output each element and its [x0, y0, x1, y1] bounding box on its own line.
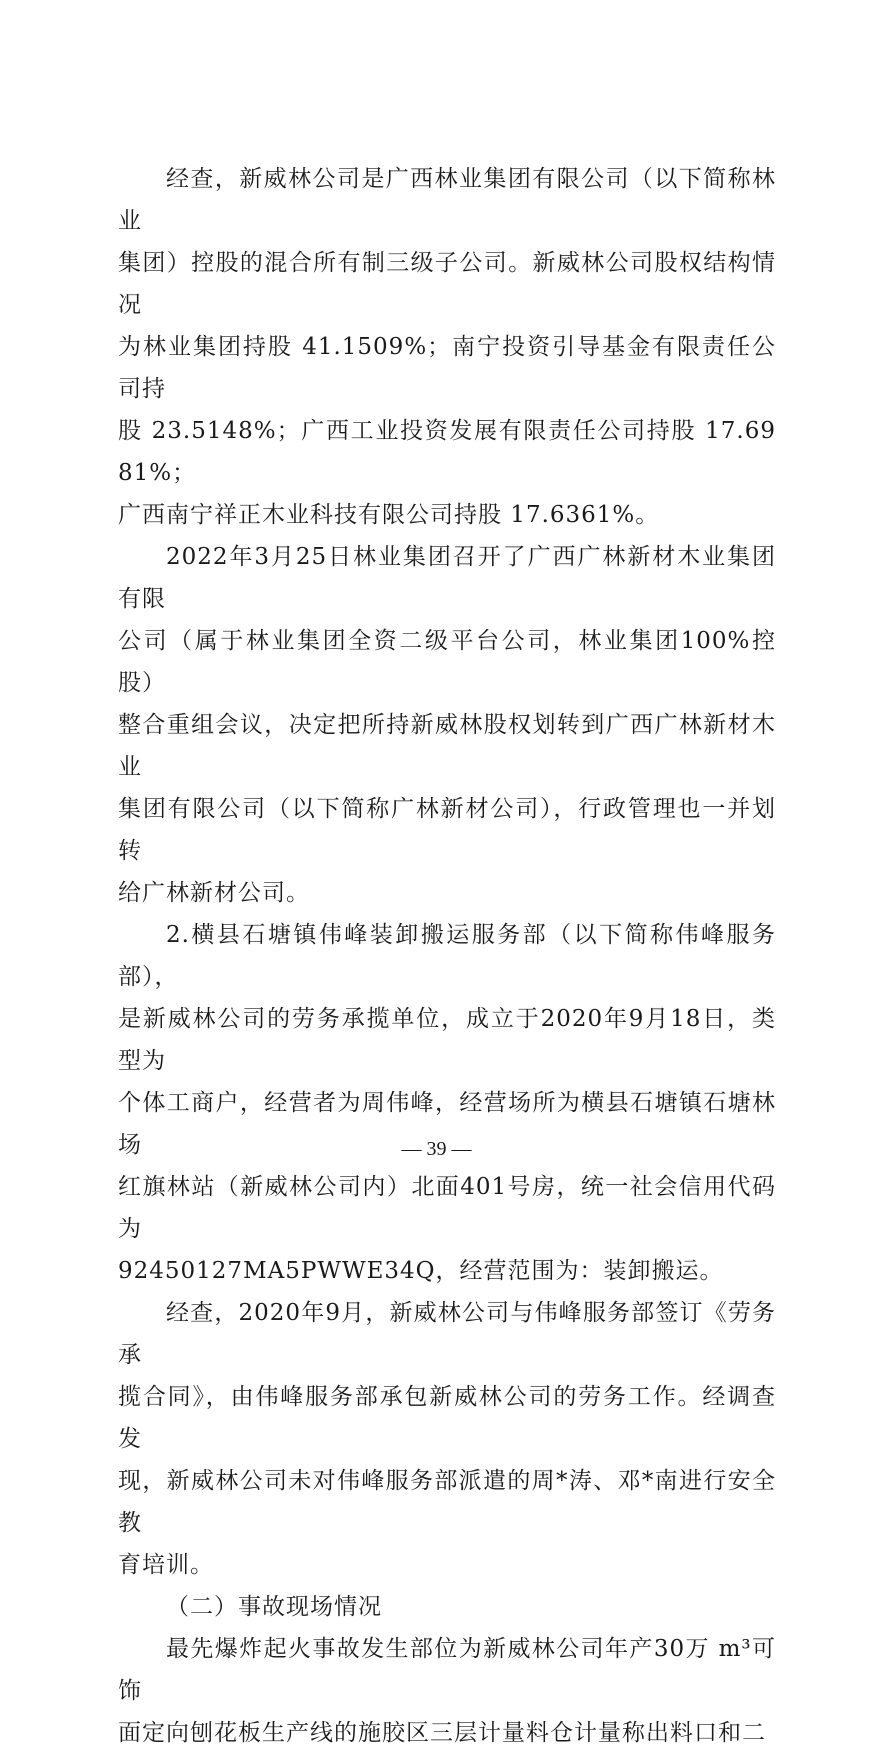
document-body — [118, 158, 776, 1754]
paragraph-accident-site: 最先爆炸起火事故发生部位为新威林公司年产30万 m³可饰 面定向刨花板生产线的施胶区三层计量料仓计量称出料口和二 — [118, 1636, 776, 1746]
paragraph-restructuring: 2022年3月25日林业集团召开了广西广林新材木业集团有限 公司（属于林业集团全资二级平台公司，林业集团100%控股） 整合重组会议，决定把所持新威林股权划转到广西广林新材木业 集团有限公司（以下简称广林新材公司），行政管理也一并划转 给广林新材公司。 — [118, 544, 776, 906]
section-heading: （二）事故现场情况 — [166, 1594, 382, 1620]
paragraph-equity-structure: 经查，新威林公司是广西林业集团有限公司（以下简称林业 集团）控股的混合所有制三级子公司。新威林公司股权结构情况 为林业集团持股 41.1509%；南宁投资引导基金有限责任公司持 股 23.5148%；广西工业投资发展有限责任公司持股 17.6981%； 广西南宁祥正木业科技有限公司持股 17.6361%。 — [118, 166, 776, 528]
paragraph-labor-contract: 经查，2020年9月，新威林公司与伟峰服务部签订《劳务承 揽合同》，由伟峰服务部承包新威林公司的劳务工作。经调查发 现，新威林公司未对伟峰服务部派遣的周*涛、邓*南进行安全教 育培训。 — [118, 1300, 776, 1578]
paragraph-weifeng-service: 2.横县石塘镇伟峰装卸搬运服务部（以下简称伟峰服务部）， 是新威林公司的劳务承揽单位，成立于2020年9月18日，类型为 个体工商户，经营者为周伟峰，经营场所为横县石塘镇石塘林场 红旗林站（新威林公司内）北面401号房，统一社会信用代码为 92450127MA5PWWE34Q，经营范围为：装卸搬运。 — [118, 922, 776, 1284]
page-number: — 39 — — [401, 1138, 472, 1160]
